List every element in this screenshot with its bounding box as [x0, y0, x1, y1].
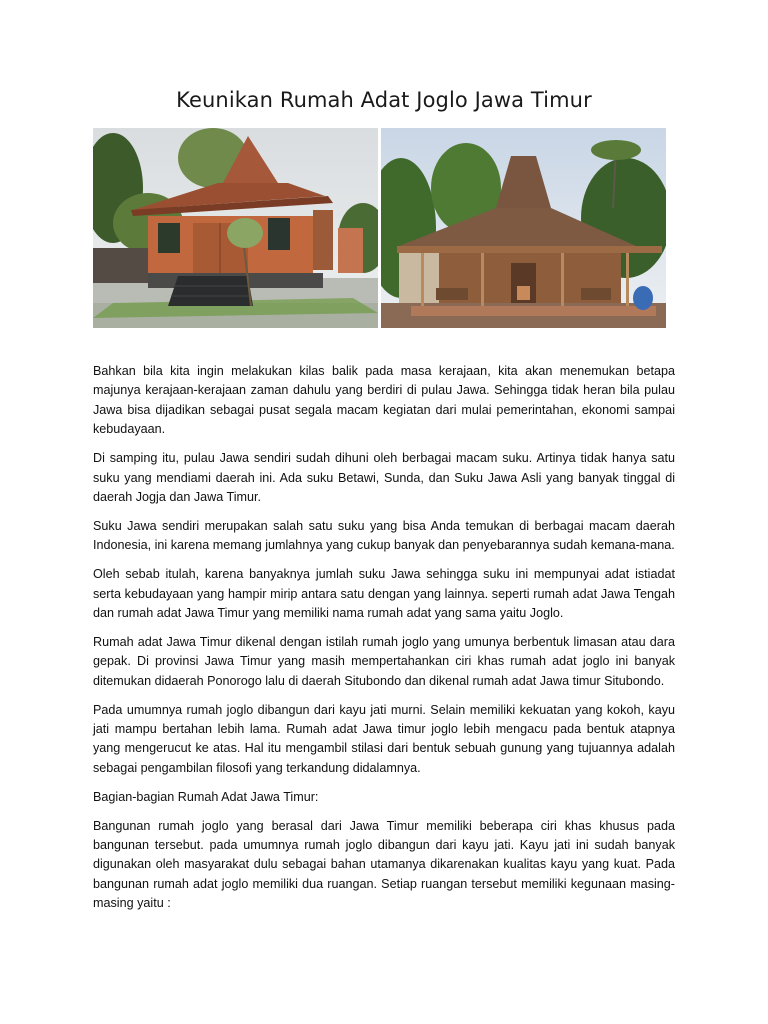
paragraph: Bangunan rumah joglo yang berasal dari Jawa Timur memiliki beberapa ciri khas khusus pada bangunan tersebut. pada umumnya rumah joglo dibangun dari kayu jati. Kayu jati ini sudah banyak digunakan oleh masyarakat dulu sebagai bahan utamanya dikarenakan kualitas kayu yang kuat. Pada bangunan rumah adat joglo memiliki dua ruangan. Setiap ruangan tersebut memiliki kegunaan masing-masing yaitu : — [93, 818, 675, 911]
joglo-house-left-image — [93, 128, 378, 328]
paragraph: Suku Jawa sendiri merupakan salah satu suku yang bisa Anda temukan di berbagai macam daerah Indonesia, ini karena memang jumlahnya yang cukup banyak dan penyebarannya sudah kemana-mana. — [93, 518, 675, 553]
page-title: Keunikan Rumah Adat Joglo Jawa Timur — [176, 88, 592, 112]
paragraph: Rumah adat Jawa Timur dikenal dengan istilah rumah joglo yang umunya berbentuk limasan atau dara gepak. Di provinsi Jawa Timur yang masih mempertahankan ciri khas rumah adat joglo ini banyak ditemukan didaerah Ponorogo lalu di daerah Situbondo dan dikenal rumah adat Jawa timur Situbondo. — [93, 634, 675, 688]
paragraph: Bahkan bila kita ingin melakukan kilas balik pada masa kerajaan, kita akan menemukan betapa majunya kerajaan-kerajaan zaman dahulu yang berdiri di pulau Jawa. Sehingga tidak heran bila pulau Jawa bisa dijadikan sebagai pusat segala macam kegiatan dari mulai pemerintahan, ekonomi sampai kebudayaan. — [93, 364, 675, 437]
paragraph: Pada umumnya rumah joglo dibangun dari kayu jati murni. Selain memiliki kekuatan yang kokoh, kayu jati mampu bertahan lebih lama. Rumah adat Jawa timur joglo lebih mengacu pada bentuk atapnya yang mengerucut ke atas. Hal itu mengambil stilasi dari bentuk sebuah gunung yang tujuannya adalah sebagai pengambilan filosofi yang terkandung didalamnya. — [93, 702, 675, 775]
photo-joglo-house-left — [93, 128, 378, 328]
joglo-house-right-image — [381, 128, 666, 328]
article-body — [93, 362, 675, 923]
photo-joglo-house-right — [381, 128, 666, 328]
section-heading: Bagian-bagian Rumah Adat Jawa Timur: — [93, 789, 319, 804]
paragraph: Oleh sebab itulah, karena banyaknya jumlah suku Jawa sehingga suku ini mempunyai adat istiadat serta kebudayaan yang hampir mirip antara satu dengan yang lainnya. seperti rumah adat Jawa Tengah dan rumah adat Jawa Timur yang memiliki nama rumah adat yang sama yaitu Joglo. — [93, 567, 675, 620]
paragraph: Di samping itu, pulau Jawa sendiri sudah dihuni oleh berbagai macam suku. Artinya tidak hanya satu suku yang mendiami daerah ini. Ada suku Betawi, Sunda, dan Suku Jawa Asli yang banyak tinggal di daerah Jogja dan Jawa Timur. — [93, 451, 675, 504]
